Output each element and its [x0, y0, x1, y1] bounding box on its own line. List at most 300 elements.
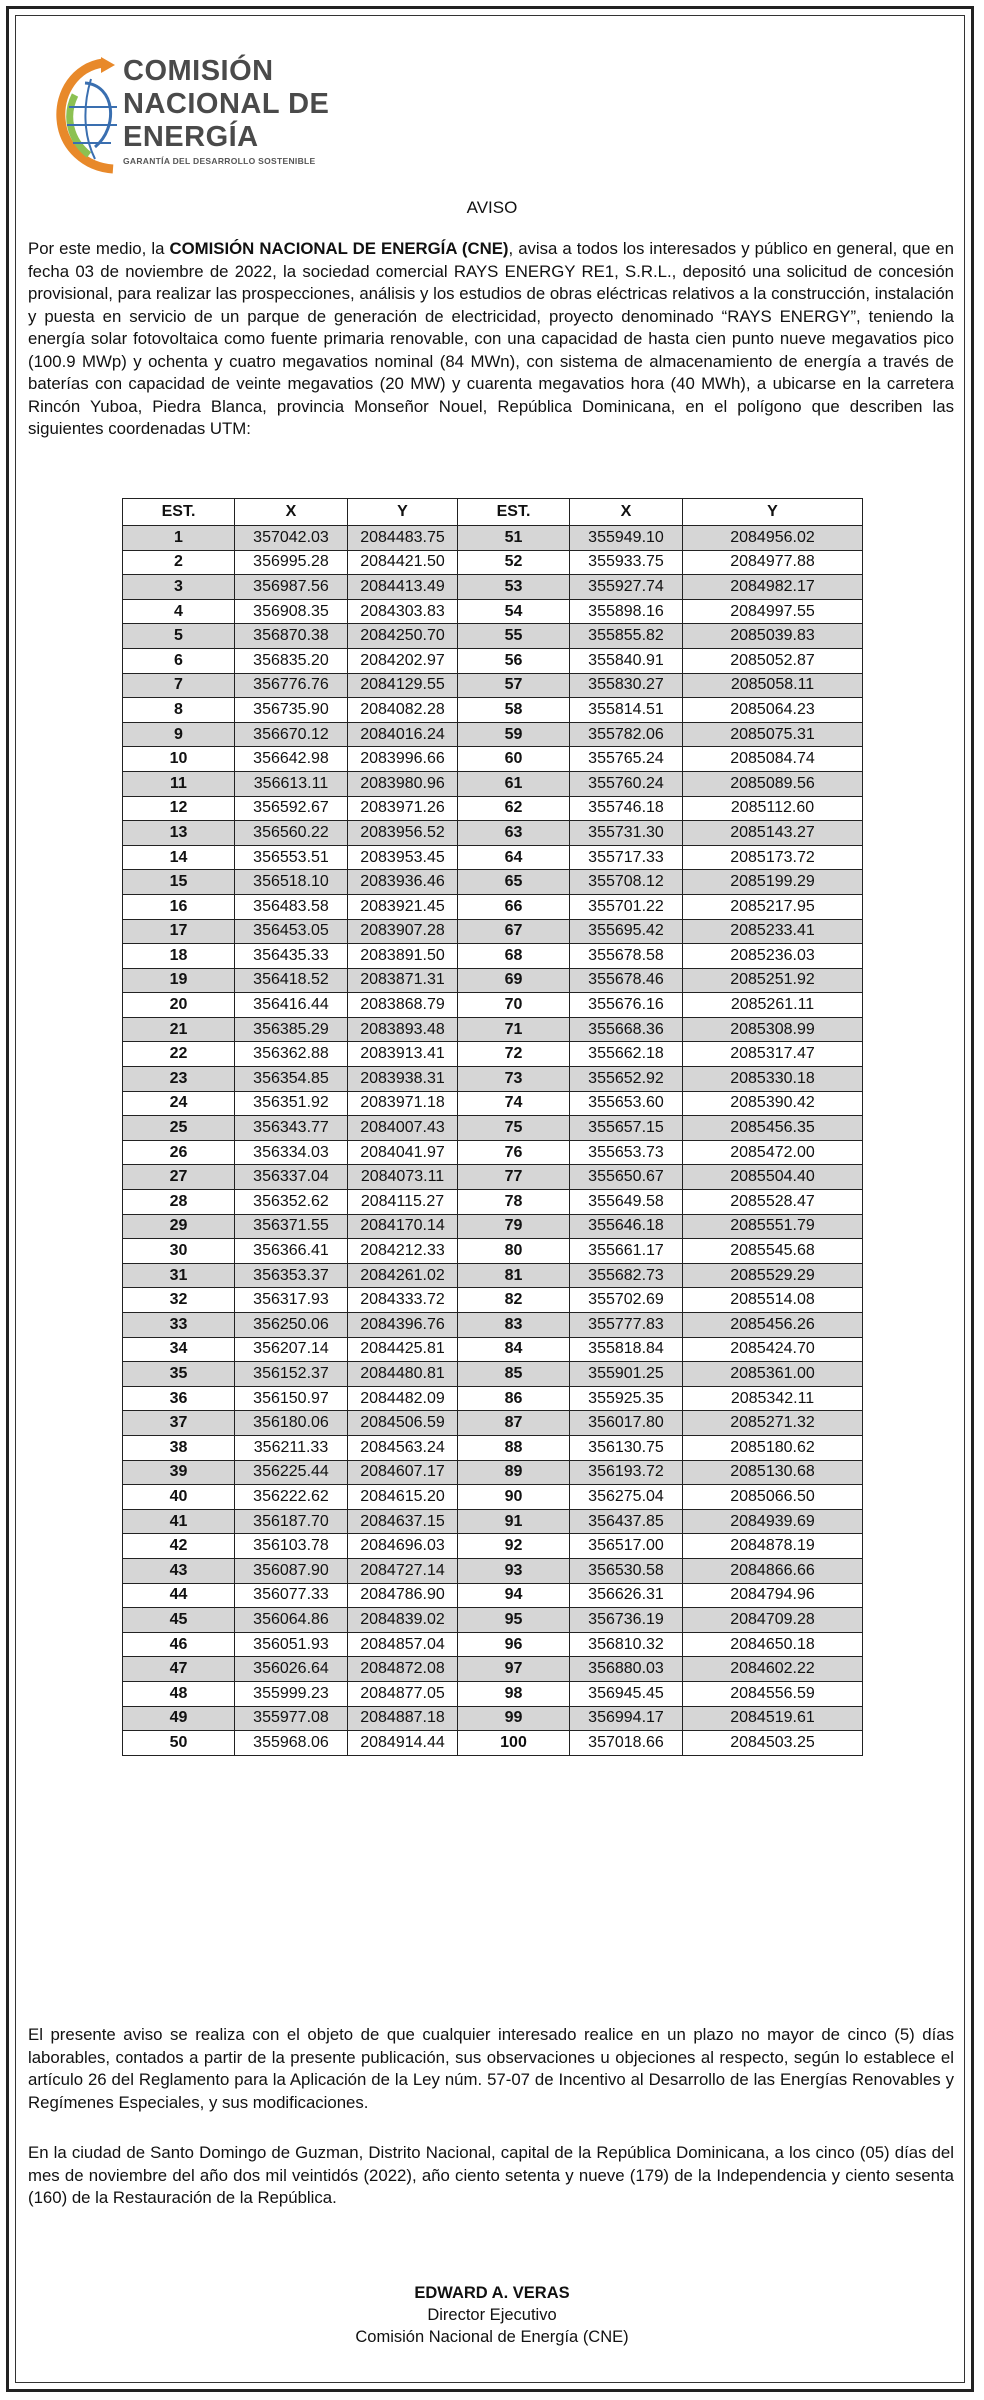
x-cell: 357042.03 [235, 526, 348, 551]
table-row [123, 1608, 863, 1633]
y-cell: 2084261.02 [348, 1263, 458, 1288]
logo-globe-icon [55, 55, 121, 175]
x-cell: 356560.22 [235, 821, 348, 846]
x-cell: 356835.20 [235, 648, 348, 673]
est-cell: 84 [458, 1337, 570, 1362]
x-cell: 355650.67 [570, 1165, 683, 1190]
x-cell: 356064.86 [235, 1608, 348, 1633]
x-cell: 356670.12 [235, 722, 348, 747]
y-cell: 2084878.19 [683, 1534, 863, 1559]
y-cell: 2085112.60 [683, 796, 863, 821]
est-cell: 39 [123, 1460, 235, 1485]
table-row [123, 526, 863, 551]
y-cell: 2085261.11 [683, 993, 863, 1018]
est-cell: 34 [123, 1337, 235, 1362]
y-cell: 2084727.14 [348, 1558, 458, 1583]
y-cell: 2083921.45 [348, 894, 458, 919]
x-cell: 355901.25 [570, 1362, 683, 1387]
y-cell: 2084041.97 [348, 1140, 458, 1165]
x-cell: 356995.28 [235, 550, 348, 575]
x-cell: 355927.74 [570, 575, 683, 600]
est-cell: 86 [458, 1386, 570, 1411]
x-cell: 356362.88 [235, 1042, 348, 1067]
est-cell: 44 [123, 1583, 235, 1608]
est-cell: 90 [458, 1485, 570, 1510]
y-cell: 2085058.11 [683, 673, 863, 698]
x-cell: 356530.58 [570, 1558, 683, 1583]
est-cell: 83 [458, 1313, 570, 1338]
x-cell: 356418.52 [235, 968, 348, 993]
x-cell: 355731.30 [570, 821, 683, 846]
x-cell: 356152.37 [235, 1362, 348, 1387]
est-cell: 55 [458, 624, 570, 649]
y-cell: 2083871.31 [348, 968, 458, 993]
y-cell: 2085251.92 [683, 968, 863, 993]
y-cell: 2083893.48 [348, 1017, 458, 1042]
est-cell: 87 [458, 1411, 570, 1436]
x-cell: 356987.56 [235, 575, 348, 600]
intro-text-rest: , avisa a todos los interesados y público en general, que en fecha 03 de noviembre de 2022, la sociedad comercial RAYS ENERGY RE1, S.R.L., depositó una solicitud de concesión provisional, para realizar las prospecciones, análisis y los estudios de obras eléctricas relativos a la construcción, instalación y puesta en servicio de un parque de generación de electricidad, proyecto denominado “RAYS ENERGY”, teniendo la energía solar fotovoltaica como fuente primaria renovable, con una capacidad de hasta cien punto nueve megavatios pico (100.9 MWp) y ochenta y cuatro megavatios nominal (84 MWn), con sistema de almacenamiento de energía a través de baterías con capacidad de veinte megavatios (20 MW) y cuarenta megavatios hora (40 MWh), a ubicarse en la carretera Rincón Yuboa, Piedra Blanca, provincia Monseñor Nouel, República Dominicana, en el polígono que describen las siguientes coordenadas UTM: [28, 239, 954, 438]
y-cell: 2084303.83 [348, 599, 458, 624]
est-cell: 57 [458, 673, 570, 698]
table-row [123, 1239, 863, 1264]
y-cell: 2085504.40 [683, 1165, 863, 1190]
est-cell: 81 [458, 1263, 570, 1288]
y-cell: 2085130.68 [683, 1460, 863, 1485]
x-cell: 355649.58 [570, 1190, 683, 1215]
est-cell: 8 [123, 698, 235, 723]
est-cell: 52 [458, 550, 570, 575]
x-cell: 355652.92 [570, 1067, 683, 1092]
x-cell: 356187.70 [235, 1509, 348, 1534]
x-cell: 356371.55 [235, 1214, 348, 1239]
est-cell: 95 [458, 1608, 570, 1633]
est-cell: 74 [458, 1091, 570, 1116]
table-row [123, 1583, 863, 1608]
est-cell: 49 [123, 1706, 235, 1731]
x-cell: 355678.58 [570, 944, 683, 969]
est-cell: 30 [123, 1239, 235, 1264]
x-cell: 356642.98 [235, 747, 348, 772]
x-cell: 355830.27 [570, 673, 683, 698]
y-cell: 2084607.17 [348, 1460, 458, 1485]
est-cell: 72 [458, 1042, 570, 1067]
table-header-row [123, 499, 863, 526]
est-cell: 78 [458, 1190, 570, 1215]
x-cell: 355646.18 [570, 1214, 683, 1239]
table-row [123, 1681, 863, 1706]
x-cell: 355949.10 [570, 526, 683, 551]
y-cell: 2085528.47 [683, 1190, 863, 1215]
x-cell: 355855.82 [570, 624, 683, 649]
y-cell: 2083980.96 [348, 771, 458, 796]
x-cell: 357018.66 [570, 1731, 683, 1756]
y-cell: 2085308.99 [683, 1017, 863, 1042]
x-cell: 356385.29 [235, 1017, 348, 1042]
table-row [123, 673, 863, 698]
y-cell: 2084333.72 [348, 1288, 458, 1313]
y-cell: 2084563.24 [348, 1435, 458, 1460]
x-cell: 356351.92 [235, 1091, 348, 1116]
x-cell: 355840.91 [570, 648, 683, 673]
est-cell: 93 [458, 1558, 570, 1583]
est-cell: 100 [458, 1731, 570, 1756]
table-row [123, 894, 863, 919]
est-cell: 75 [458, 1116, 570, 1141]
x-cell: 355898.16 [570, 599, 683, 624]
x-cell: 355746.18 [570, 796, 683, 821]
x-cell: 356077.33 [235, 1583, 348, 1608]
est-cell: 54 [458, 599, 570, 624]
est-cell: 28 [123, 1190, 235, 1215]
y-cell: 2084016.24 [348, 722, 458, 747]
header-y-1: Y [348, 499, 458, 526]
x-cell: 356130.75 [570, 1435, 683, 1460]
est-cell: 89 [458, 1460, 570, 1485]
logo-line-3: ENERGÍA [123, 121, 259, 153]
est-cell: 10 [123, 747, 235, 772]
x-cell: 355818.84 [570, 1337, 683, 1362]
y-cell: 2084650.18 [683, 1632, 863, 1657]
y-cell: 2085390.42 [683, 1091, 863, 1116]
y-cell: 2085180.62 [683, 1435, 863, 1460]
table-row [123, 1706, 863, 1731]
est-cell: 41 [123, 1509, 235, 1534]
est-cell: 53 [458, 575, 570, 600]
x-cell: 356250.06 [235, 1313, 348, 1338]
est-cell: 4 [123, 599, 235, 624]
est-cell: 68 [458, 944, 570, 969]
est-cell: 99 [458, 1706, 570, 1731]
y-cell: 2084396.76 [348, 1313, 458, 1338]
y-cell: 2084129.55 [348, 673, 458, 698]
x-cell: 355668.36 [570, 1017, 683, 1042]
y-cell: 2084794.96 [683, 1583, 863, 1608]
table-row [123, 1214, 863, 1239]
y-cell: 2084082.28 [348, 698, 458, 723]
est-cell: 31 [123, 1263, 235, 1288]
header-x-2: X [570, 499, 683, 526]
y-cell: 2084857.04 [348, 1632, 458, 1657]
x-cell: 356483.58 [235, 894, 348, 919]
y-cell: 2084425.81 [348, 1337, 458, 1362]
est-cell: 11 [123, 771, 235, 796]
x-cell: 355708.12 [570, 870, 683, 895]
x-cell: 356880.03 [570, 1657, 683, 1682]
x-cell: 356211.33 [235, 1435, 348, 1460]
y-cell: 2085173.72 [683, 845, 863, 870]
x-cell: 356518.10 [235, 870, 348, 895]
x-cell: 356870.38 [235, 624, 348, 649]
est-cell: 33 [123, 1313, 235, 1338]
table-row [123, 1313, 863, 1338]
est-cell: 2 [123, 550, 235, 575]
est-cell: 98 [458, 1681, 570, 1706]
y-cell: 2084250.70 [348, 624, 458, 649]
est-cell: 15 [123, 870, 235, 895]
x-cell: 355653.60 [570, 1091, 683, 1116]
x-cell: 355760.24 [570, 771, 683, 796]
y-cell: 2084506.59 [348, 1411, 458, 1436]
table-row [123, 1657, 863, 1682]
x-cell: 356354.85 [235, 1067, 348, 1092]
table-row [123, 1190, 863, 1215]
logo-line-2: NACIONAL DE [123, 88, 330, 120]
x-cell: 356626.31 [570, 1583, 683, 1608]
x-cell: 355678.46 [570, 968, 683, 993]
table-row [123, 1435, 863, 1460]
y-cell: 2085456.35 [683, 1116, 863, 1141]
y-cell: 2085089.56 [683, 771, 863, 796]
signature-block [0, 2282, 984, 2348]
y-cell: 2083913.41 [348, 1042, 458, 1067]
table-row [123, 1067, 863, 1092]
est-cell: 77 [458, 1165, 570, 1190]
x-cell: 356736.19 [570, 1608, 683, 1633]
y-cell: 2083971.26 [348, 796, 458, 821]
est-cell: 79 [458, 1214, 570, 1239]
table-row [123, 919, 863, 944]
est-cell: 60 [458, 747, 570, 772]
x-cell: 356945.45 [570, 1681, 683, 1706]
y-cell: 2084212.33 [348, 1239, 458, 1264]
table-row [123, 1558, 863, 1583]
table-row [123, 968, 863, 993]
est-cell: 19 [123, 968, 235, 993]
y-cell: 2084866.66 [683, 1558, 863, 1583]
y-cell: 2084887.18 [348, 1706, 458, 1731]
est-cell: 63 [458, 821, 570, 846]
table-row [123, 993, 863, 1018]
y-cell: 2085456.26 [683, 1313, 863, 1338]
x-cell: 355657.15 [570, 1116, 683, 1141]
table-row [123, 1165, 863, 1190]
cne-logo [55, 55, 355, 185]
y-cell: 2085236.03 [683, 944, 863, 969]
est-cell: 61 [458, 771, 570, 796]
table-row [123, 722, 863, 747]
est-cell: 92 [458, 1534, 570, 1559]
x-cell: 356225.44 [235, 1460, 348, 1485]
x-cell: 356353.37 [235, 1263, 348, 1288]
est-cell: 45 [123, 1608, 235, 1633]
y-cell: 2085075.31 [683, 722, 863, 747]
est-cell: 80 [458, 1239, 570, 1264]
x-cell: 355933.75 [570, 550, 683, 575]
table-row [123, 599, 863, 624]
est-cell: 21 [123, 1017, 235, 1042]
y-cell: 2085064.23 [683, 698, 863, 723]
y-cell: 2083971.18 [348, 1091, 458, 1116]
x-cell: 356352.62 [235, 1190, 348, 1215]
x-cell: 355925.35 [570, 1386, 683, 1411]
y-cell: 2084914.44 [348, 1731, 458, 1756]
est-cell: 96 [458, 1632, 570, 1657]
x-cell: 355777.83 [570, 1313, 683, 1338]
est-cell: 7 [123, 673, 235, 698]
table-row [123, 796, 863, 821]
table-row [123, 1362, 863, 1387]
y-cell: 2085361.00 [683, 1362, 863, 1387]
est-cell: 50 [123, 1731, 235, 1756]
y-cell: 2084956.02 [683, 526, 863, 551]
x-cell: 355701.22 [570, 894, 683, 919]
est-cell: 13 [123, 821, 235, 846]
y-cell: 2085199.29 [683, 870, 863, 895]
y-cell: 2084615.20 [348, 1485, 458, 1510]
x-cell: 355662.18 [570, 1042, 683, 1067]
table-row [123, 1116, 863, 1141]
x-cell: 355968.06 [235, 1731, 348, 1756]
y-cell: 2084637.15 [348, 1509, 458, 1534]
x-cell: 356416.44 [235, 993, 348, 1018]
x-cell: 355814.51 [570, 698, 683, 723]
y-cell: 2084413.49 [348, 575, 458, 600]
x-cell: 355999.23 [235, 1681, 348, 1706]
est-cell: 36 [123, 1386, 235, 1411]
est-cell: 71 [458, 1017, 570, 1042]
x-cell: 356207.14 [235, 1337, 348, 1362]
table-row [123, 575, 863, 600]
x-cell: 356994.17 [570, 1706, 683, 1731]
table-row [123, 944, 863, 969]
est-cell: 3 [123, 575, 235, 600]
x-cell: 356275.04 [570, 1485, 683, 1510]
table-row [123, 1632, 863, 1657]
table-row [123, 771, 863, 796]
y-cell: 2084503.25 [683, 1731, 863, 1756]
est-cell: 9 [123, 722, 235, 747]
x-cell: 356735.90 [235, 698, 348, 723]
signatory-name: EDWARD A. VERAS [414, 2284, 570, 2302]
est-cell: 18 [123, 944, 235, 969]
est-cell: 24 [123, 1091, 235, 1116]
y-cell: 2085545.68 [683, 1239, 863, 1264]
y-cell: 2084421.50 [348, 550, 458, 575]
y-cell: 2084007.43 [348, 1116, 458, 1141]
x-cell: 356553.51 [235, 845, 348, 870]
est-cell: 82 [458, 1288, 570, 1313]
y-cell: 2084786.90 [348, 1583, 458, 1608]
intro-text-start: Por este medio, la [28, 239, 170, 258]
header-x-1: X [235, 499, 348, 526]
y-cell: 2084602.22 [683, 1657, 863, 1682]
est-cell: 14 [123, 845, 235, 870]
est-cell: 94 [458, 1583, 570, 1608]
y-cell: 2083868.79 [348, 993, 458, 1018]
table-row [123, 1731, 863, 1756]
y-cell: 2083907.28 [348, 919, 458, 944]
est-cell: 64 [458, 845, 570, 870]
est-cell: 1 [123, 526, 235, 551]
x-cell: 356087.90 [235, 1558, 348, 1583]
y-cell: 2084872.08 [348, 1657, 458, 1682]
est-cell: 26 [123, 1140, 235, 1165]
logo-wordmark [123, 55, 329, 166]
x-cell: 356337.04 [235, 1165, 348, 1190]
x-cell: 355682.73 [570, 1263, 683, 1288]
x-cell: 355782.06 [570, 722, 683, 747]
x-cell: 356222.62 [235, 1485, 348, 1510]
est-cell: 20 [123, 993, 235, 1018]
signatory-position: Director Ejecutivo [427, 2306, 557, 2324]
est-cell: 46 [123, 1632, 235, 1657]
y-cell: 2085514.08 [683, 1288, 863, 1313]
x-cell: 355676.16 [570, 993, 683, 1018]
est-cell: 67 [458, 919, 570, 944]
est-cell: 16 [123, 894, 235, 919]
logo-tagline: GARANTÍA DEL DESARROLLO SOSTENIBLE [123, 156, 316, 166]
y-cell: 2085052.87 [683, 648, 863, 673]
est-cell: 25 [123, 1116, 235, 1141]
x-cell: 356366.41 [235, 1239, 348, 1264]
y-cell: 2085066.50 [683, 1485, 863, 1510]
est-cell: 56 [458, 648, 570, 673]
est-cell: 88 [458, 1435, 570, 1460]
x-cell: 356435.33 [235, 944, 348, 969]
est-cell: 66 [458, 894, 570, 919]
x-cell: 355765.24 [570, 747, 683, 772]
est-cell: 70 [458, 993, 570, 1018]
y-cell: 2085039.83 [683, 624, 863, 649]
est-cell: 73 [458, 1067, 570, 1092]
x-cell: 356592.67 [235, 796, 348, 821]
table-row [123, 550, 863, 575]
y-cell: 2084073.11 [348, 1165, 458, 1190]
est-cell: 43 [123, 1558, 235, 1583]
x-cell: 356908.35 [235, 599, 348, 624]
deadline-paragraph: El presente aviso se realiza con el objeto de que cualquier interesado realice en un plazo no mayor de cinco (5) días laborables, contados a partir de la presente publicación, sus observaciones u objeciones al respecto, según lo establece el artículo 26 del Reglamento para la Aplicación de la Ley núm. 57-07 de Incentivo al Desarrollo de las Energías Renovables y Regímenes Especiales, y sus modificaciones. [28, 2025, 954, 2112]
table-row [123, 624, 863, 649]
y-cell: 2084839.02 [348, 1608, 458, 1633]
table-row [123, 648, 863, 673]
table-row [123, 1337, 863, 1362]
y-cell: 2084709.28 [683, 1608, 863, 1633]
header-y-2: Y [683, 499, 863, 526]
notice-title: AVISO [466, 198, 518, 217]
x-cell: 356453.05 [235, 919, 348, 944]
place-date-paragraph: En la ciudad de Santo Domingo de Guzman, Distrito Nacional, capital de la República Dominicana, a los cinco (05) días del mes de noviembre del año dos mil veintidós (2022), año ciento setenta y nueve (179) de la Independencia y ciento sesenta (160) de la Restauración de la República. [28, 2143, 954, 2207]
y-cell: 2084977.88 [683, 550, 863, 575]
table-row [123, 1263, 863, 1288]
x-cell: 356517.00 [570, 1534, 683, 1559]
table-row [123, 821, 863, 846]
table-row [123, 845, 863, 870]
table-row [123, 698, 863, 723]
y-cell: 2084696.03 [348, 1534, 458, 1559]
y-cell: 2084202.97 [348, 648, 458, 673]
est-cell: 48 [123, 1681, 235, 1706]
header-est-2: EST. [458, 499, 570, 526]
y-cell: 2083956.52 [348, 821, 458, 846]
x-cell: 356437.85 [570, 1509, 683, 1534]
est-cell: 6 [123, 648, 235, 673]
x-cell: 356150.97 [235, 1386, 348, 1411]
y-cell: 2085529.29 [683, 1263, 863, 1288]
y-cell: 2084482.09 [348, 1386, 458, 1411]
x-cell: 356193.72 [570, 1460, 683, 1485]
y-cell: 2084982.17 [683, 575, 863, 600]
table-row [123, 1509, 863, 1534]
table-row [123, 1042, 863, 1067]
est-cell: 32 [123, 1288, 235, 1313]
est-cell: 22 [123, 1042, 235, 1067]
y-cell: 2083891.50 [348, 944, 458, 969]
table-row [123, 1485, 863, 1510]
table-row [123, 1017, 863, 1042]
est-cell: 76 [458, 1140, 570, 1165]
y-cell: 2083953.45 [348, 845, 458, 870]
